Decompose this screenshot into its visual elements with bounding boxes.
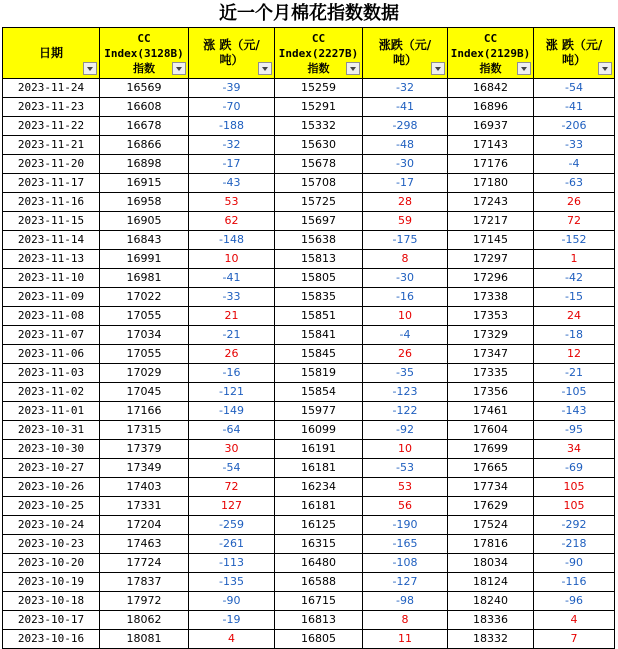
date-cell[interactable]: 2023-10-18	[3, 592, 100, 611]
change-cell[interactable]: 4	[534, 611, 615, 630]
cotton-index-table	[2, 27, 615, 649]
change-cell[interactable]: 10	[363, 440, 448, 459]
table-row	[3, 345, 615, 364]
date-cell[interactable]: 2023-11-14	[3, 231, 100, 250]
date-cell[interactable]: 2023-10-30	[3, 440, 100, 459]
change-cell[interactable]: 24	[534, 307, 615, 326]
change-cell[interactable]: 26	[363, 345, 448, 364]
index-cell[interactable]: 16991	[100, 250, 189, 269]
index-cell[interactable]: 17204	[100, 516, 189, 535]
change-cell[interactable]: -54	[534, 79, 615, 98]
index-cell[interactable]: 16125	[275, 516, 363, 535]
change-cell[interactable]: -19	[189, 611, 275, 630]
change-cell[interactable]: 72	[534, 212, 615, 231]
change-cell[interactable]: -21	[534, 364, 615, 383]
index-cell[interactable]: 15805	[275, 269, 363, 288]
change-cell[interactable]: -33	[534, 136, 615, 155]
index-cell[interactable]: 16905	[100, 212, 189, 231]
index-cell[interactable]: 17461	[448, 402, 534, 421]
index-cell[interactable]: 15697	[275, 212, 363, 231]
index-cell[interactable]: 18062	[100, 611, 189, 630]
change-cell[interactable]: 26	[189, 345, 275, 364]
index-cell[interactable]: 16898	[100, 155, 189, 174]
index-cell[interactable]: 16981	[100, 269, 189, 288]
change-cell[interactable]: 30	[189, 440, 275, 459]
filter-dropdown-icon[interactable]	[346, 62, 360, 75]
change-cell[interactable]: -127	[363, 573, 448, 592]
date-cell[interactable]: 2023-11-17	[3, 174, 100, 193]
date-cell[interactable]: 2023-10-27	[3, 459, 100, 478]
date-cell[interactable]: 2023-11-23	[3, 98, 100, 117]
change-cell[interactable]: -165	[363, 535, 448, 554]
date-cell[interactable]: 2023-11-22	[3, 117, 100, 136]
index-cell[interactable]: 15841	[275, 326, 363, 345]
date-cell[interactable]: 2023-11-02	[3, 383, 100, 402]
change-cell[interactable]: -90	[534, 554, 615, 573]
change-cell[interactable]: -218	[534, 535, 615, 554]
table-row	[3, 459, 615, 478]
change-cell[interactable]: 8	[363, 611, 448, 630]
table-row	[3, 212, 615, 231]
index-cell[interactable]: 15708	[275, 174, 363, 193]
change-cell[interactable]: -16	[363, 288, 448, 307]
index-cell[interactable]: 17379	[100, 440, 189, 459]
index-cell[interactable]: 17180	[448, 174, 534, 193]
index-cell[interactable]: 17734	[448, 478, 534, 497]
change-cell[interactable]: -95	[534, 421, 615, 440]
header-change-2227b: 涨跌（元/ 吨）	[363, 28, 448, 79]
change-cell[interactable]: 1	[534, 250, 615, 269]
change-cell[interactable]: -206	[534, 117, 615, 136]
change-cell[interactable]: 53	[189, 193, 275, 212]
change-cell[interactable]: -43	[189, 174, 275, 193]
filter-dropdown-icon[interactable]	[258, 62, 272, 75]
table-row	[3, 421, 615, 440]
change-cell[interactable]: -17	[363, 174, 448, 193]
index-cell[interactable]: 16181	[275, 459, 363, 478]
index-cell[interactable]: 17034	[100, 326, 189, 345]
index-cell[interactable]: 17463	[100, 535, 189, 554]
change-cell[interactable]: 105	[534, 497, 615, 516]
index-cell[interactable]: 16842	[448, 79, 534, 98]
header-change-2129b: 涨 跌（元/ 吨）	[534, 28, 615, 79]
index-cell[interactable]: 16937	[448, 117, 534, 136]
index-cell[interactable]: 17338	[448, 288, 534, 307]
table-body	[3, 79, 615, 649]
header-row	[3, 28, 615, 79]
change-cell[interactable]: -98	[363, 592, 448, 611]
index-cell[interactable]: 17315	[100, 421, 189, 440]
date-cell[interactable]: 2023-11-24	[3, 79, 100, 98]
date-cell[interactable]: 2023-10-17	[3, 611, 100, 630]
index-cell[interactable]: 17217	[448, 212, 534, 231]
index-cell[interactable]: 15854	[275, 383, 363, 402]
index-cell[interactable]: 17296	[448, 269, 534, 288]
change-cell[interactable]: -16	[189, 364, 275, 383]
change-cell[interactable]: -116	[534, 573, 615, 592]
index-cell[interactable]: 15638	[275, 231, 363, 250]
index-cell[interactable]: 17029	[100, 364, 189, 383]
filter-dropdown-icon[interactable]	[172, 62, 186, 75]
index-cell[interactable]: 16181	[275, 497, 363, 516]
table-row	[3, 307, 615, 326]
change-cell[interactable]: 12	[534, 345, 615, 364]
index-cell[interactable]: 16843	[100, 231, 189, 250]
change-cell[interactable]: 53	[363, 478, 448, 497]
change-cell[interactable]: -54	[189, 459, 275, 478]
change-cell[interactable]: -64	[189, 421, 275, 440]
index-cell[interactable]: 15259	[275, 79, 363, 98]
table-row	[3, 554, 615, 573]
header-date: 日期	[3, 28, 100, 79]
index-cell[interactable]: 17022	[100, 288, 189, 307]
index-cell[interactable]: 17699	[448, 440, 534, 459]
change-cell[interactable]: 11	[363, 630, 448, 649]
page-title: 近一个月棉花指数数据	[219, 3, 399, 24]
change-cell[interactable]: -148	[189, 231, 275, 250]
change-cell[interactable]: 59	[363, 212, 448, 231]
index-cell[interactable]: 15977	[275, 402, 363, 421]
change-cell[interactable]: -4	[363, 326, 448, 345]
change-cell[interactable]: 28	[363, 193, 448, 212]
index-cell[interactable]: 17145	[448, 231, 534, 250]
filter-dropdown-icon[interactable]	[598, 62, 612, 75]
change-cell[interactable]: 7	[534, 630, 615, 649]
index-cell[interactable]: 16191	[275, 440, 363, 459]
index-cell[interactable]: 17629	[448, 497, 534, 516]
index-cell[interactable]: 17665	[448, 459, 534, 478]
index-cell[interactable]: 17972	[100, 592, 189, 611]
index-cell[interactable]: 17356	[448, 383, 534, 402]
table-row	[3, 326, 615, 345]
change-cell[interactable]: -35	[363, 364, 448, 383]
change-cell[interactable]: -190	[363, 516, 448, 535]
index-cell[interactable]: 15291	[275, 98, 363, 117]
table-row	[3, 250, 615, 269]
index-cell[interactable]: 17331	[100, 497, 189, 516]
table-row	[3, 79, 615, 98]
index-cell[interactable]: 15725	[275, 193, 363, 212]
date-cell[interactable]: 2023-10-26	[3, 478, 100, 497]
table-row	[3, 364, 615, 383]
change-cell[interactable]: -113	[189, 554, 275, 573]
index-cell[interactable]: 17349	[100, 459, 189, 478]
index-cell[interactable]: 16315	[275, 535, 363, 554]
date-cell[interactable]: 2023-11-13	[3, 250, 100, 269]
index-cell[interactable]: 15678	[275, 155, 363, 174]
index-cell[interactable]: 17335	[448, 364, 534, 383]
change-cell[interactable]: -143	[534, 402, 615, 421]
change-cell[interactable]: 56	[363, 497, 448, 516]
change-cell[interactable]: -41	[189, 269, 275, 288]
index-cell[interactable]: 15819	[275, 364, 363, 383]
table-row	[3, 136, 615, 155]
index-cell[interactable]: 18081	[100, 630, 189, 649]
date-cell[interactable]: 2023-11-01	[3, 402, 100, 421]
index-cell[interactable]: 17055	[100, 345, 189, 364]
index-cell[interactable]: 16678	[100, 117, 189, 136]
filter-dropdown-icon[interactable]	[431, 62, 445, 75]
date-cell[interactable]: 2023-11-09	[3, 288, 100, 307]
change-cell[interactable]: 10	[189, 250, 275, 269]
index-cell[interactable]: 18124	[448, 573, 534, 592]
change-cell[interactable]: 127	[189, 497, 275, 516]
change-cell[interactable]: -30	[363, 155, 448, 174]
index-cell[interactable]: 17243	[448, 193, 534, 212]
table-row	[3, 288, 615, 307]
change-cell[interactable]: -292	[534, 516, 615, 535]
index-cell[interactable]: 17297	[448, 250, 534, 269]
index-cell[interactable]: 16588	[275, 573, 363, 592]
date-cell[interactable]: 2023-10-31	[3, 421, 100, 440]
change-cell[interactable]: -4	[534, 155, 615, 174]
change-cell[interactable]: -96	[534, 592, 615, 611]
index-cell[interactable]: 15813	[275, 250, 363, 269]
date-cell[interactable]: 2023-10-16	[3, 630, 100, 649]
change-cell[interactable]: 10	[363, 307, 448, 326]
table-row	[3, 478, 615, 497]
change-cell[interactable]: -69	[534, 459, 615, 478]
index-cell[interactable]: 17524	[448, 516, 534, 535]
index-cell[interactable]: 17724	[100, 554, 189, 573]
change-cell[interactable]: 4	[189, 630, 275, 649]
change-cell[interactable]: -32	[363, 79, 448, 98]
index-cell[interactable]: 18034	[448, 554, 534, 573]
change-cell[interactable]: 105	[534, 478, 615, 497]
change-cell[interactable]: -63	[534, 174, 615, 193]
table-row	[3, 98, 615, 117]
header-cc-index-2227b: CC Index(2227B) 指数	[275, 28, 363, 79]
table-row	[3, 174, 615, 193]
change-cell[interactable]: -32	[189, 136, 275, 155]
change-cell[interactable]: -298	[363, 117, 448, 136]
index-cell[interactable]: 16896	[448, 98, 534, 117]
table-row	[3, 592, 615, 611]
index-cell[interactable]: 16569	[100, 79, 189, 98]
table-row	[3, 630, 615, 649]
change-cell[interactable]: 26	[534, 193, 615, 212]
change-cell[interactable]: -15	[534, 288, 615, 307]
date-cell[interactable]: 2023-11-21	[3, 136, 100, 155]
filter-dropdown-icon[interactable]	[83, 62, 97, 75]
date-cell[interactable]: 2023-11-06	[3, 345, 100, 364]
date-cell[interactable]: 2023-10-19	[3, 573, 100, 592]
index-cell[interactable]: 17045	[100, 383, 189, 402]
header-change-3128b: 涨 跌（元/ 吨）	[189, 28, 275, 79]
change-cell[interactable]: 62	[189, 212, 275, 231]
index-cell[interactable]: 16915	[100, 174, 189, 193]
change-cell[interactable]: -90	[189, 592, 275, 611]
change-cell[interactable]: -17	[189, 155, 275, 174]
index-cell[interactable]: 15845	[275, 345, 363, 364]
index-cell[interactable]: 15835	[275, 288, 363, 307]
table-row	[3, 516, 615, 535]
index-cell[interactable]: 16099	[275, 421, 363, 440]
table-row	[3, 440, 615, 459]
index-cell[interactable]: 18332	[448, 630, 534, 649]
index-cell[interactable]: 16608	[100, 98, 189, 117]
table-row	[3, 535, 615, 554]
change-cell[interactable]: -92	[363, 421, 448, 440]
change-cell[interactable]: -121	[189, 383, 275, 402]
change-cell[interactable]: -41	[534, 98, 615, 117]
index-cell[interactable]: 17604	[448, 421, 534, 440]
change-cell[interactable]: 8	[363, 250, 448, 269]
change-cell[interactable]: 21	[189, 307, 275, 326]
table-row	[3, 269, 615, 288]
date-cell[interactable]: 2023-10-23	[3, 535, 100, 554]
change-cell[interactable]: -175	[363, 231, 448, 250]
change-cell[interactable]: -33	[189, 288, 275, 307]
date-cell[interactable]: 2023-10-20	[3, 554, 100, 573]
index-cell[interactable]: 16715	[275, 592, 363, 611]
index-cell[interactable]: 16480	[275, 554, 363, 573]
change-cell[interactable]: 34	[534, 440, 615, 459]
header-cc-index-2129b: CC Index(2129B) 指数	[448, 28, 534, 79]
date-cell[interactable]: 2023-11-20	[3, 155, 100, 174]
date-cell[interactable]: 2023-11-16	[3, 193, 100, 212]
index-cell[interactable]: 16234	[275, 478, 363, 497]
date-cell[interactable]: 2023-11-08	[3, 307, 100, 326]
index-cell[interactable]: 16805	[275, 630, 363, 649]
index-cell[interactable]: 17347	[448, 345, 534, 364]
change-cell[interactable]: -188	[189, 117, 275, 136]
table-row	[3, 383, 615, 402]
table-row	[3, 573, 615, 592]
table-row	[3, 231, 615, 250]
date-cell[interactable]: 2023-10-25	[3, 497, 100, 516]
index-cell[interactable]: 17816	[448, 535, 534, 554]
date-cell[interactable]: 2023-11-15	[3, 212, 100, 231]
change-cell[interactable]: -261	[189, 535, 275, 554]
index-cell[interactable]: 17403	[100, 478, 189, 497]
table-row	[3, 117, 615, 136]
index-cell[interactable]: 16866	[100, 136, 189, 155]
index-cell[interactable]: 15630	[275, 136, 363, 155]
date-cell[interactable]: 2023-11-03	[3, 364, 100, 383]
index-cell[interactable]: 17329	[448, 326, 534, 345]
index-cell[interactable]: 17143	[448, 136, 534, 155]
change-cell[interactable]: -135	[189, 573, 275, 592]
table-row	[3, 193, 615, 212]
change-cell[interactable]: -53	[363, 459, 448, 478]
table-row	[3, 155, 615, 174]
change-cell[interactable]: -41	[363, 98, 448, 117]
change-cell[interactable]: -123	[363, 383, 448, 402]
header-cc-index-3128b: CC Index(3128B) 指数	[100, 28, 189, 79]
table-row	[3, 497, 615, 516]
index-cell[interactable]: 17353	[448, 307, 534, 326]
index-cell[interactable]: 16813	[275, 611, 363, 630]
index-cell[interactable]: 17176	[448, 155, 534, 174]
index-cell[interactable]: 17166	[100, 402, 189, 421]
filter-dropdown-icon[interactable]	[517, 62, 531, 75]
change-cell[interactable]: -21	[189, 326, 275, 345]
change-cell[interactable]: 72	[189, 478, 275, 497]
change-cell[interactable]: -30	[363, 269, 448, 288]
index-cell[interactable]: 18240	[448, 592, 534, 611]
change-cell[interactable]: -152	[534, 231, 615, 250]
date-cell[interactable]: 2023-11-10	[3, 269, 100, 288]
change-cell[interactable]: -108	[363, 554, 448, 573]
change-cell[interactable]: -48	[363, 136, 448, 155]
index-cell[interactable]: 17055	[100, 307, 189, 326]
change-cell[interactable]: -122	[363, 402, 448, 421]
index-cell[interactable]: 15332	[275, 117, 363, 136]
table-row	[3, 611, 615, 630]
change-cell[interactable]: -70	[189, 98, 275, 117]
table-row	[3, 402, 615, 421]
index-cell[interactable]: 16958	[100, 193, 189, 212]
date-cell[interactable]: 2023-11-07	[3, 326, 100, 345]
change-cell[interactable]: -42	[534, 269, 615, 288]
change-cell[interactable]: -18	[534, 326, 615, 345]
change-cell[interactable]: -259	[189, 516, 275, 535]
change-cell[interactable]: -105	[534, 383, 615, 402]
change-cell[interactable]: -149	[189, 402, 275, 421]
index-cell[interactable]: 18336	[448, 611, 534, 630]
index-cell[interactable]: 17837	[100, 573, 189, 592]
change-cell[interactable]: -39	[189, 79, 275, 98]
index-cell[interactable]: 15851	[275, 307, 363, 326]
date-cell[interactable]: 2023-10-24	[3, 516, 100, 535]
